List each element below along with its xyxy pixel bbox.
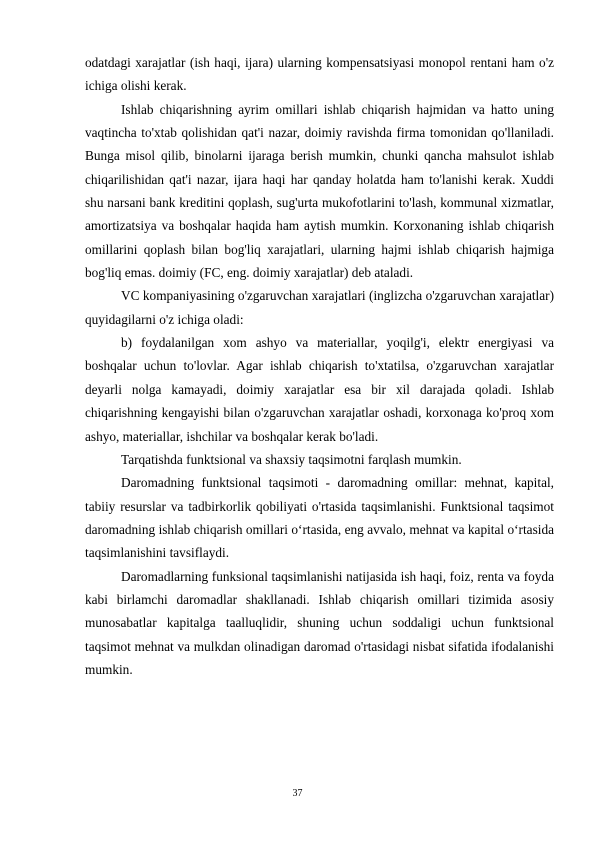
body-text bbox=[85, 51, 554, 681]
paragraph-primary-incomes: Daromadlarning funksional taqsimlanishi natijasida ish haqi, foiz, renta va foyda kabi birlamchi daromadlar shakllanadi. Ishlab chiqarish omillari tizimida asosiy munosabatlar kapitalga taalluqlidir, shuning uchun soddaligi uchun funktsional taqsimot mehnat va mulkdan olinadigan daromad o'rtasidagi nisbat sifatida ifodalanishi mumkin. bbox=[85, 568, 554, 677]
paragraph-variable-costs-intro: VC kompaniyasining o'zgaruvchan xarajatlari (inglizcha o'zgaruvchan xarajatlar) quyidagilarni o'z ichiga oladi: bbox=[85, 288, 554, 327]
paragraph-continuation: odatdagi xarajatlar (ish haqi, ijara) ularning kompensatsiyasi monopol rentani ham o'z ichiga olishi kerak. bbox=[85, 55, 554, 94]
page-number: 37 bbox=[292, 788, 303, 799]
paragraph-distribution-types: Tarqatishda funktsional va shaxsiy taqsimotni farqlash mumkin. bbox=[121, 451, 462, 467]
paragraph-fixed-costs: Ishlab chiqarishning ayrim omillari ishlab chiqarish hajmidan va hatto uning vaqtincha to'xtab qolishidan qat'i nazar, doimiy ravishda firma tomonidan qo'llaniladi. Bunga misol qilib, binolarni ijaraga berish mumkin, chunki qancha mahsulot ishlab chiqarilishidan qat'i nazar, ijara haqi har qanday holatda ham to'lanishi kerak. Xuddi shu narsani bank kreditini qoplash, sug'urta mukofotlarini to'lash, kommunal xizmatlar, amortizatsiya va boshqalar haqida ham aytish mumkin. Korxonaning ishlab chiqarish omillarini qoplash bilan bog'liq xarajatlari, ularning hajmi ishlab chiqarish hajmiga bog'liq emas. doimiy (FC, eng. doimiy xarajatlar) deb ataladi. bbox=[85, 101, 554, 281]
paragraph-variable-costs-items: b) foydalanilgan xom ashyo va materiallar, yoqilg'i, elektr energiyasi va boshqalar uchun to'lovlar. Agar ishlab chiqarish to'xtatilsa, o'zgaruvchan xarajatlar deyarli nolga kamayadi, doimiy xarajatlar esa bir xil darajada qoladi. Ishlab chiqarishning kengayishi bilan o'zgaruvchan xarajatlar oshadi, korxonaga ko'proq xom ashyo, materiallar, ishchilar va boshqalar kerak bo'ladi. bbox=[85, 335, 554, 444]
paragraph-functional-distribution: Daromadning funktsional taqsimoti - daromadning omillar: mehnat, kapital, tabiiy resurslar va tadbirkorlik qobiliyati o'rtasida taqsimlanishi. Funktsional taqsimot daromadning ishlab chiqarish omillari o‘rtasida, eng avvalo, mehnat va kapital o‘rtasida taqsimlanishini tavsiflaydi. bbox=[85, 475, 554, 561]
